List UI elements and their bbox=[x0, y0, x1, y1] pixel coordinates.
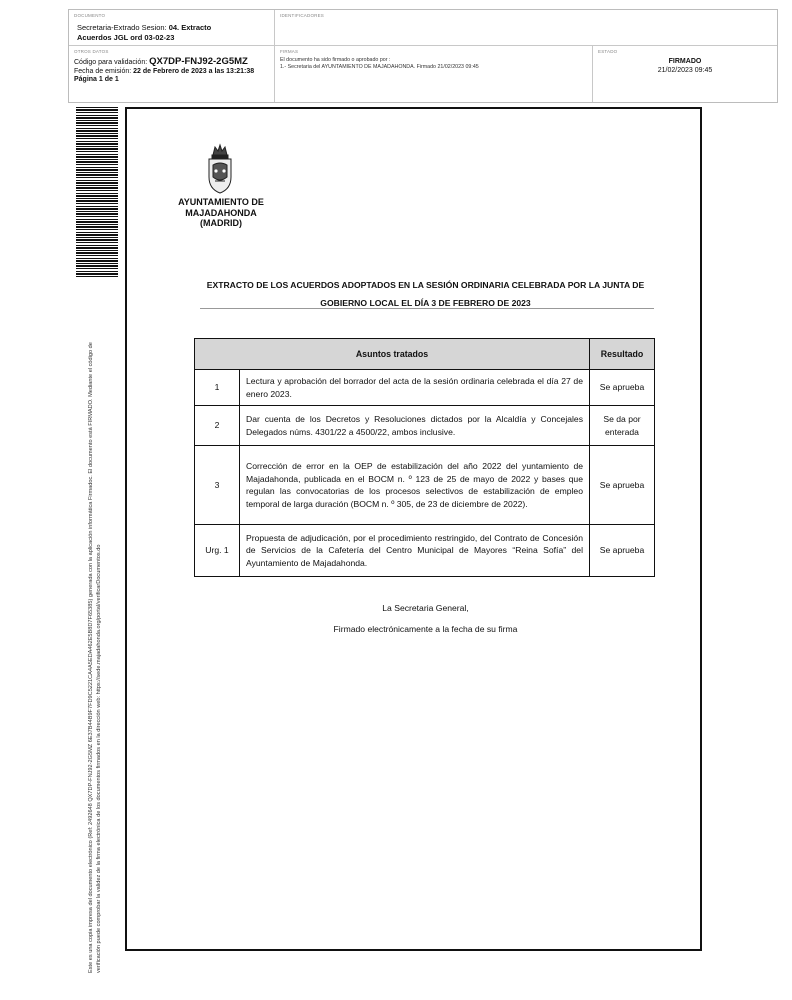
emission-date: 22 de Febrero de 2023 a las 13:21:38 bbox=[133, 67, 255, 75]
item-result: Se aprueba bbox=[590, 525, 655, 577]
item-number: 2 bbox=[195, 406, 240, 446]
verification-margin-text: Este es una copia impresa del documento electrónico (Ref: 2492648 QX7DP-FNJ92-2G5MZ 6E37B44B9F7FD9C5221CA4A5EDA462E5B8D7F65385) generada con la aplicación informática Firmadoc. El documento está FIRMADO. Mediante el código de verificación puede comprobar la validez de la firma electrónica de los documentos firmados en la dirección web: https://sede.majadahonda.org/portal/verificarDocumentos.do bbox=[88, 342, 102, 973]
item-description: Lectura y aprobación del borrador del acta de la sesión ordinaria celebrada el día 27 de enero 2023. bbox=[240, 370, 590, 406]
firmas-cell bbox=[275, 46, 593, 102]
document-header bbox=[68, 9, 778, 103]
table-row bbox=[195, 446, 655, 525]
otros-datos-label: OTROS DATOS bbox=[74, 49, 109, 54]
item-description: Corrección de error en la OEP de estabilización del año 2022 del yuntamiento de Majadahonda, publicada en el BOCM n. º 123 de 25 de mayo de 2022 y bases que regulan las convocatorias de los procesos selectivos de estabilización de empleo temporal de larga duración (BOCM n. º 305, de 23 de diciembre de 2022). bbox=[240, 446, 590, 525]
agreements-table bbox=[194, 338, 655, 577]
estado-label: ESTADO bbox=[598, 49, 618, 54]
item-description: Dar cuenta de los Decretos y Resoluciones dictados por la Alcaldía y Concejales Delegados núms. 4301/22 a 4500/22, ambos inclusive. bbox=[240, 406, 590, 446]
column-header-asuntos: Asuntos tratados bbox=[195, 339, 590, 370]
identificadores-label: IDENTIFICADORES bbox=[280, 13, 325, 18]
item-result: Se aprueba bbox=[590, 370, 655, 406]
emission-label: Fecha de emisión: bbox=[74, 67, 134, 75]
firmas-line: El documento ha sido firmado o aprobado por : bbox=[280, 57, 391, 63]
barcode bbox=[76, 107, 118, 277]
documento-value: Secretaria-Extrado Sesion: 04. Extracto Acuerdos JGL ord 03-02-23 bbox=[77, 23, 212, 42]
validation-label: Código para validación: bbox=[74, 59, 150, 66]
signatory-title: La Secretaria General, bbox=[382, 603, 469, 613]
documento-cell bbox=[69, 10, 275, 46]
firmas-label: FIRMAS bbox=[280, 49, 299, 54]
identificadores-cell bbox=[275, 10, 777, 46]
item-result: Se da por enterada bbox=[590, 406, 655, 446]
firmas-signer: 1.- Secretaria del AYUNTAMIENTO DE MAJADAHONDA. Firmado 21/02/2023 09:45 bbox=[280, 64, 479, 70]
status-date: 21/02/2023 09:45 bbox=[657, 67, 713, 74]
item-number: 3 bbox=[195, 446, 240, 525]
otros-datos-cell bbox=[69, 46, 275, 102]
table-row bbox=[195, 406, 655, 446]
table-header-row bbox=[195, 339, 655, 370]
validation-code[interactable]: QX7DP-FNJ92-2G5MZ bbox=[149, 56, 248, 67]
item-number: 1 bbox=[195, 370, 240, 406]
item-description: Propuesta de adjudicación, por el procedimiento restringido, del Contrato de Concesión de Servicios de la Cafetería del Centro Municipal de Mayores “Reina Sofía” del Ayuntamiento de Majadahonda. bbox=[240, 525, 590, 577]
coat-of-arms-icon bbox=[205, 143, 235, 195]
status-badge: FIRMADO bbox=[668, 58, 702, 65]
item-number: Urg. 1 bbox=[195, 525, 240, 577]
documento-label: DOCUMENTO bbox=[74, 13, 106, 18]
table-row bbox=[195, 370, 655, 406]
signature-note: Firmado electrónicamente a la fecha de su firma bbox=[333, 624, 518, 634]
estado-cell bbox=[593, 46, 777, 102]
item-result: Se aprueba bbox=[590, 446, 655, 525]
table-row bbox=[195, 525, 655, 577]
municipality-name: AYUNTAMIENTO DE MAJADAHONDA (MADRID) bbox=[178, 197, 264, 228]
column-header-resultado: Resultado bbox=[590, 339, 655, 370]
page-count: Página 1 de 1 bbox=[74, 76, 119, 83]
divider bbox=[200, 308, 654, 309]
page-title: EXTRACTO DE LOS ACUERDOS ADOPTADOS EN LA SESIÓN ORDINARIA CELEBRADA POR LA JUNTA DE GOBIERNO LOCAL EL DÍA 3 DE FEBRERO DE 2023 bbox=[206, 280, 645, 308]
